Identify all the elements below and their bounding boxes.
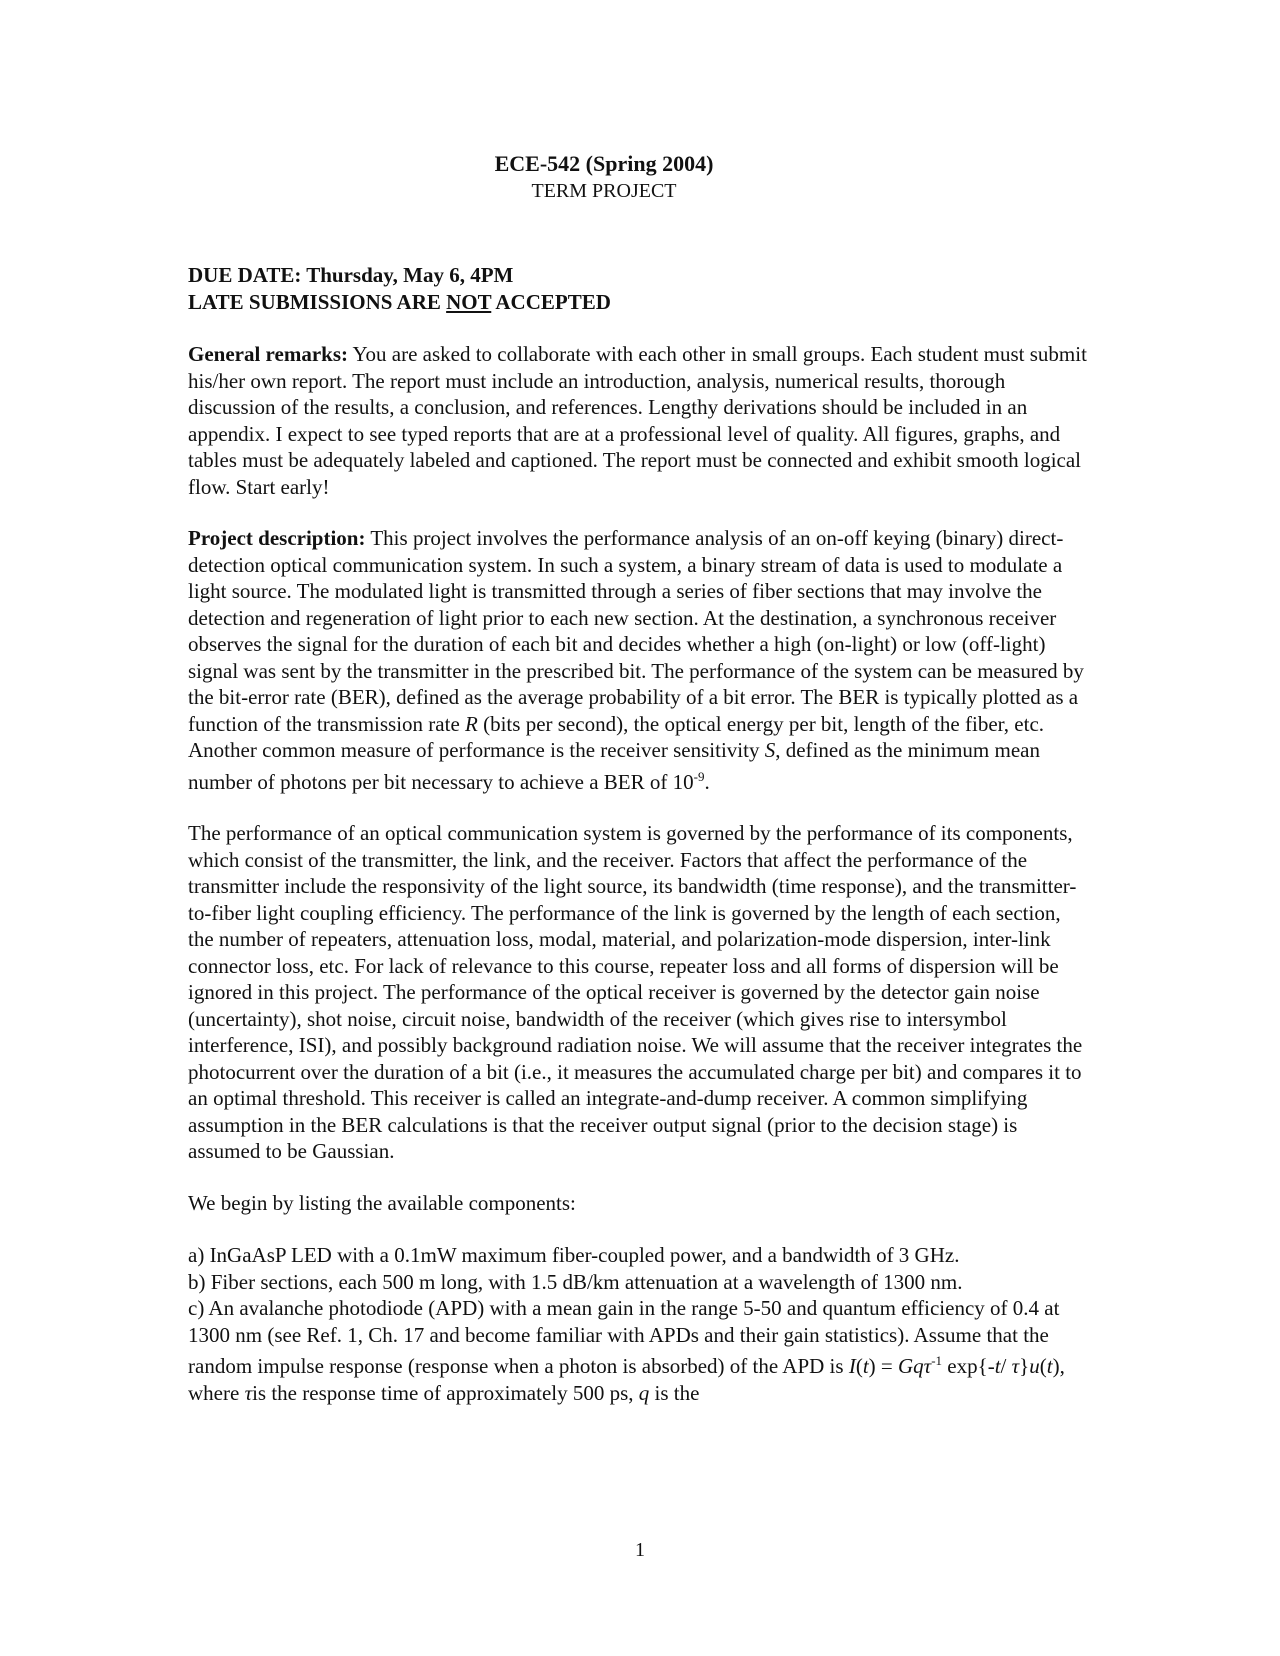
equals: ) =	[868, 1354, 898, 1378]
tau-symbol-3: τ	[244, 1380, 253, 1405]
late-submission-line	[188, 289, 1088, 316]
where-text: ), where	[188, 1354, 1065, 1405]
sensitivity-symbol: S	[764, 738, 776, 762]
component-item-c	[188, 1295, 1088, 1406]
project-text-c: , defined as the minimum mean number of photons per bit necessary to achieve a BER of 10	[188, 738, 1040, 794]
paren-open-2: (	[1039, 1354, 1047, 1378]
paren-open: (	[855, 1354, 863, 1378]
project-text-b: (bits per second), the optical energy per bit, length of the fiber, etc. Another common measure of performance is the receiver sensitivity	[188, 711, 1045, 762]
general-remarks-label: General remarks:	[188, 342, 348, 366]
document-header	[154, 150, 1054, 204]
ber-exponent: -9	[693, 768, 705, 784]
tau-symbol: τ	[923, 1354, 932, 1378]
project-description-label: Project description:	[188, 526, 366, 550]
components-list	[188, 1242, 1088, 1406]
component-item-a: a) InGaAsP LED with a 0.1mW maximum fiber-coupled power, and a bandwidth of 3 GHz.	[188, 1243, 960, 1267]
project-description-paragraph	[188, 525, 1088, 795]
rate-symbol: R	[465, 711, 478, 736]
component-item-b: b) Fiber sections, each 500 m long, with 1.5 dB/km attenuation at a wavelength of 1300 nm.	[188, 1269, 963, 1294]
response-time-text: is the response time of approximately 500 ps,	[252, 1380, 639, 1405]
due-date-line: DUE DATE: Thursday, May 6, 4PM	[188, 263, 514, 287]
item-c-end: is the	[649, 1380, 700, 1405]
time-symbol-3: t	[1046, 1354, 1053, 1378]
performance-paragraph: The performance of an optical communication system is governed by the performance of its components, which consist of the transmitter, the link, and the receiver. Factors that affect the performance of the transmitter include the responsivity of the light source, its bandwidth (time response), and the transmitter-to-fiber light coupling efficiency. The performance of the link is governed by the length of each section, the number of repeaters, attenuation loss, modal, material, and polarization-mode dispersion, inter-link connector loss, etc. For lack of relevance to this course, repeater loss and all forms of dispersion will be ignored in this project. The performance of the optical receiver is governed by the detector gain noise (uncertainty), shot noise, circuit noise, bandwidth of the receiver (which gives rise to intersymbol interference, ISI), and possibly background radiation noise. We will assume that the receiver integrates the photocurrent over the duration of a bit (i.e., it measures the accumulated charge per bit) and compares it to an optimal threshold. This receiver is called an integrate-and-dump receiver. A common simplifying assumption in the BER calculations is that the receiver output signal (prior to the decision stage) is assumed to be Gaussian.	[188, 821, 1083, 1163]
late-post: ACCEPTED	[491, 290, 611, 314]
document-subtitle: TERM PROJECT	[531, 180, 677, 202]
general-remarks-text: You are asked to collaborate with each other in small groups. Each student must submit his/her own report. The report must include an introduction, analysis, numerical results, thorough discussion of the results, a conclusion, and references. Lengthy derivations should be included in an appendix. I expect to see typed reports that are at a professional level of quality. All figures, graphs, and tables must be adequately labeled and captioned. The report must be connected and exhibit smooth logical flow. Start early!	[188, 342, 1087, 499]
current-symbol: I	[848, 1354, 856, 1378]
document-title: ECE-542 (Spring 2004)	[494, 151, 714, 176]
slash: /	[1000, 1354, 1012, 1378]
time-symbol-2: t	[994, 1354, 1001, 1378]
exp-text: exp{-	[942, 1354, 995, 1378]
document-page	[188, 150, 1088, 1406]
project-end: .	[704, 769, 710, 794]
general-remarks-paragraph	[188, 341, 1088, 500]
step-symbol: u	[1029, 1354, 1040, 1378]
page-number: 1	[635, 1539, 645, 1561]
due-date-block	[188, 262, 1088, 316]
late-pre: LATE SUBMISSIONS ARE	[188, 290, 447, 314]
components-intro: We begin by listing the available components:	[188, 1190, 576, 1215]
brace-close: }	[1019, 1354, 1030, 1378]
gain-charge-symbol: Gq	[898, 1354, 924, 1378]
time-symbol: t	[862, 1354, 869, 1378]
tau-exponent: -1	[931, 1353, 943, 1368]
charge-symbol: q	[638, 1380, 650, 1405]
item-c-text: c) An avalanche photodiode (APD) with a mean gain in the range 5-50 and quantum efficiency of 0.4 at 1300 nm (see Ref. 1, Ch. 17 and become familiar with APDs and their gain statistics). Assume that the random impulse response (response when a photon is absorbed) of the APD is	[188, 1296, 1060, 1378]
project-text-a: This project involves the performance analysis of an on-off keying (binary) direct-detection optical communication system. In such a system, a binary stream of data is used to modulate a light source. The modulated light is transmitted through a series of fiber sections that may involve the detection and regeneration of light prior to each new section. At the destination, a synchronous receiver observes the signal for the duration of each bit and decides whether a high (on-light) or low (off-light) signal was sent by the transmitter in the prescribed bit. The performance of the system can be measured by the bit-error rate (BER), defined as the average probability of a bit error. The BER is typically plotted as a function of the transmission rate	[188, 526, 1084, 736]
late-not: NOT	[446, 290, 492, 314]
tau-symbol-2: τ	[1011, 1354, 1020, 1378]
